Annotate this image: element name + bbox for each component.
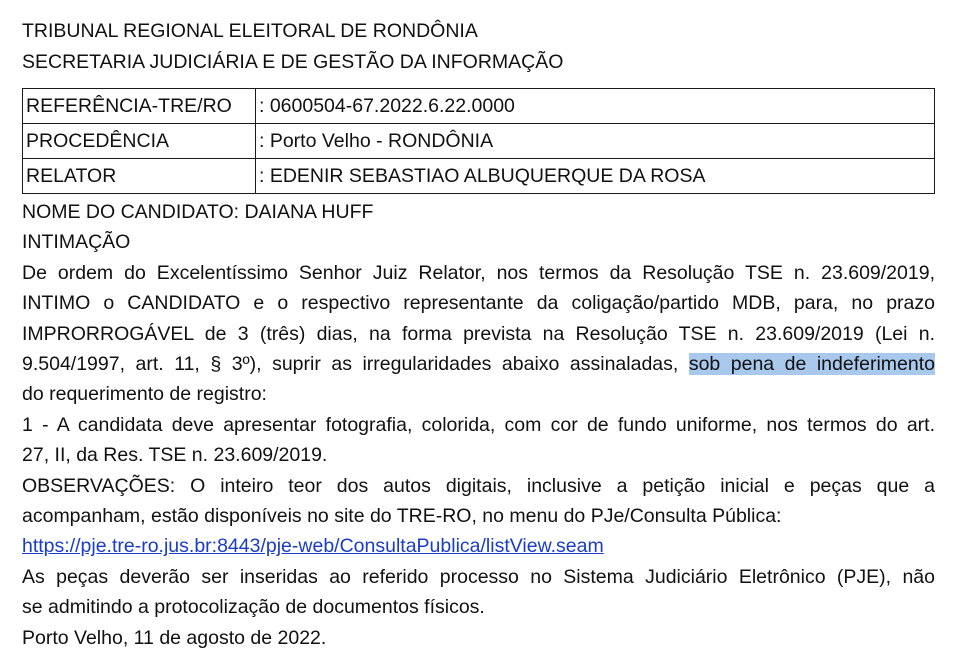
case-reference-table bbox=[22, 88, 935, 194]
place-and-date: Porto Velho, 11 de agosto de 2022. bbox=[22, 626, 327, 649]
court-name: TRIBUNAL REGIONAL ELEITORAL DE RONDÔNIA bbox=[22, 20, 478, 42]
intimation-paragraph bbox=[22, 258, 935, 410]
origin-value: : Porto Velho - RONDÔNIA bbox=[256, 124, 935, 159]
table-row bbox=[23, 89, 935, 124]
rapporteur-value: : EDENIR SEBASTIAO ALBUQUERQUE DA ROSA bbox=[256, 159, 935, 194]
text-line: IMPRORROGÁVEL de 3 (três) dias, na forma prevista na Resolução TSE n. 23.609/2019 (Lei n. bbox=[22, 322, 935, 345]
consulta-publica-link[interactable]: https://pje.tre-ro.jus.br:8443/pje-web/ConsultaPublica/listView.seam bbox=[22, 535, 604, 558]
rapporteur-label: RELATOR bbox=[23, 159, 256, 194]
text-segment: 9.504/1997, art. 11, § 3º), suprir as irregularidades abaixo assinaladas, bbox=[22, 353, 689, 376]
text-line: do requerimento de registro: bbox=[22, 383, 267, 406]
highlighted-text-selection[interactable]: sob pena de indeferimento bbox=[688, 353, 935, 376]
secretariat-name: SECRETARIA JUDICIÁRIA E DE GESTÃO DA INFORMAÇÃO bbox=[22, 51, 564, 73]
text-line: As peças deverão ser inseridas ao referido processo no Sistema Judiciário Eletrônico (PJE), não bbox=[22, 565, 935, 588]
text-line bbox=[22, 349, 935, 379]
text-line: se admitindo a protocolização de documentos físicos. bbox=[22, 596, 485, 619]
intimation-heading: INTIMAÇÃO bbox=[22, 231, 131, 254]
text-line: De ordem do Excelentíssimo Senhor Juiz Relator, nos termos da Resolução TSE n. 23.609/2019, bbox=[22, 261, 935, 284]
table-row bbox=[23, 124, 935, 159]
observations-paragraph bbox=[22, 471, 935, 562]
text-line: acompanham, estão disponíveis no site do TRE-RO, no menu do PJe/Consulta Pública: bbox=[22, 505, 782, 528]
origin-label: PROCEDÊNCIA bbox=[23, 124, 256, 159]
table-row bbox=[23, 159, 935, 194]
reference-label: REFERÊNCIA-TRE/RO bbox=[23, 89, 256, 124]
text-line: INTIMO o CANDIDATO e o respectivo representante da coligação/partido MDB, para, no prazo bbox=[22, 292, 935, 315]
reference-value: : 0600504-67.2022.6.22.0000 bbox=[256, 89, 935, 124]
document-body bbox=[22, 197, 935, 653]
text-line: 27, II, da Res. TSE n. 23.609/2019. bbox=[22, 444, 328, 467]
requirement-item-1 bbox=[22, 410, 935, 471]
document-header bbox=[22, 16, 563, 78]
text-line: 1 - A candidata deve apresentar fotografia, colorida, com cor de fundo uniforme, nos termos do art. bbox=[22, 413, 935, 436]
text-line: OBSERVAÇÕES: O inteiro teor dos autos digitais, inclusive a petição inicial e peças que a bbox=[22, 474, 935, 497]
documents-paragraph bbox=[22, 562, 935, 623]
candidate-name: NOME DO CANDIDATO: DAIANA HUFF bbox=[22, 201, 374, 223]
